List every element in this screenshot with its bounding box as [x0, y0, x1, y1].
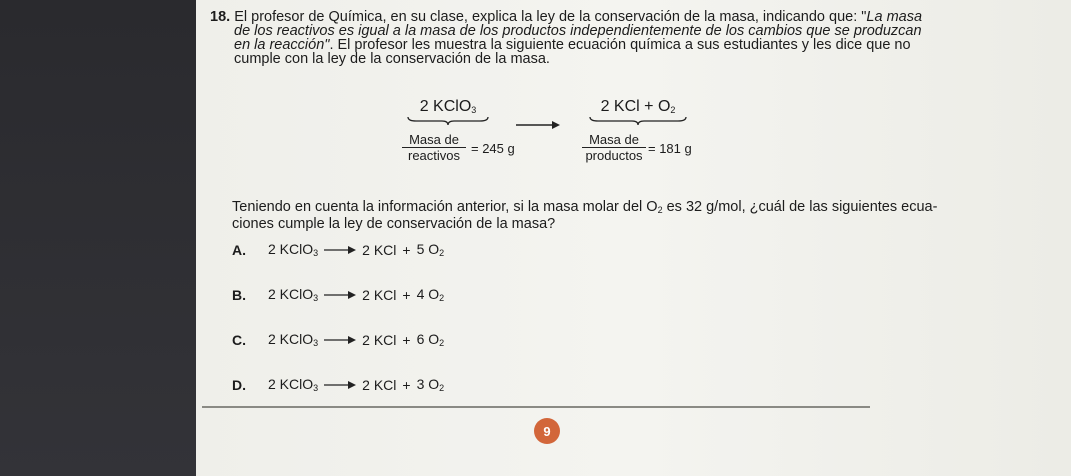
option-b[interactable]: B. 2 KClO$_3$ 2 KCl + 4 $O_2$: [232, 286, 445, 303]
reactant-mass-label: Masa de reactivos: [402, 133, 466, 162]
question-number: 18.: [210, 9, 231, 25]
arrow-icon: [324, 245, 356, 255]
question-prompt: Teniendo en cuenta la información anterior, si la masa molar del $O_2$ es 32 g/mol, ¿cuál de las siguientes ecua- ciones cumple la ley de conservación de la masa?: [232, 199, 938, 232]
reactant-formula: 2 KClO$_3$: [406, 98, 490, 126]
product-formula: 2 KCl + $O_2$: [588, 98, 688, 126]
option-d[interactable]: D. 2 KClO$_3$ 2 KCl + 3 $O_2$: [232, 376, 445, 393]
underbrace-icon: [588, 116, 688, 126]
page-number-badge: 9: [534, 418, 560, 444]
arrow-icon: [324, 380, 356, 390]
reaction-arrow-icon: [516, 120, 560, 130]
worksheet-page: [196, 0, 1071, 476]
reactant-mass-value: = 245 g: [471, 141, 515, 156]
product-mass-value: = 181 g: [648, 141, 692, 156]
product-mass-label: Masa de productos: [582, 133, 646, 162]
question-18-text: 18. El profesor de Química, en su clase, explica la ley de la conservación de la masa, indicando que: "La masa de los reactivos es igual a la masa de los productos independientemente de los cambios que se produzcan en la reacción". El profesor les muestra la siguiente ecuación química a sus estudiantes y les dice que no cumple con la ley de la conservación de la masa.: [210, 9, 923, 67]
arrow-icon: [324, 335, 356, 345]
underbrace-icon: [406, 116, 490, 126]
arrow-icon: [324, 290, 356, 300]
option-c[interactable]: C. 2 KClO$_3$ 2 KCl + 6 $O_2$: [232, 331, 445, 348]
footer-divider: [202, 406, 870, 408]
option-a[interactable]: A. 2 KClO$_3$ 2 KCl + 5 $O_2$: [232, 241, 445, 258]
